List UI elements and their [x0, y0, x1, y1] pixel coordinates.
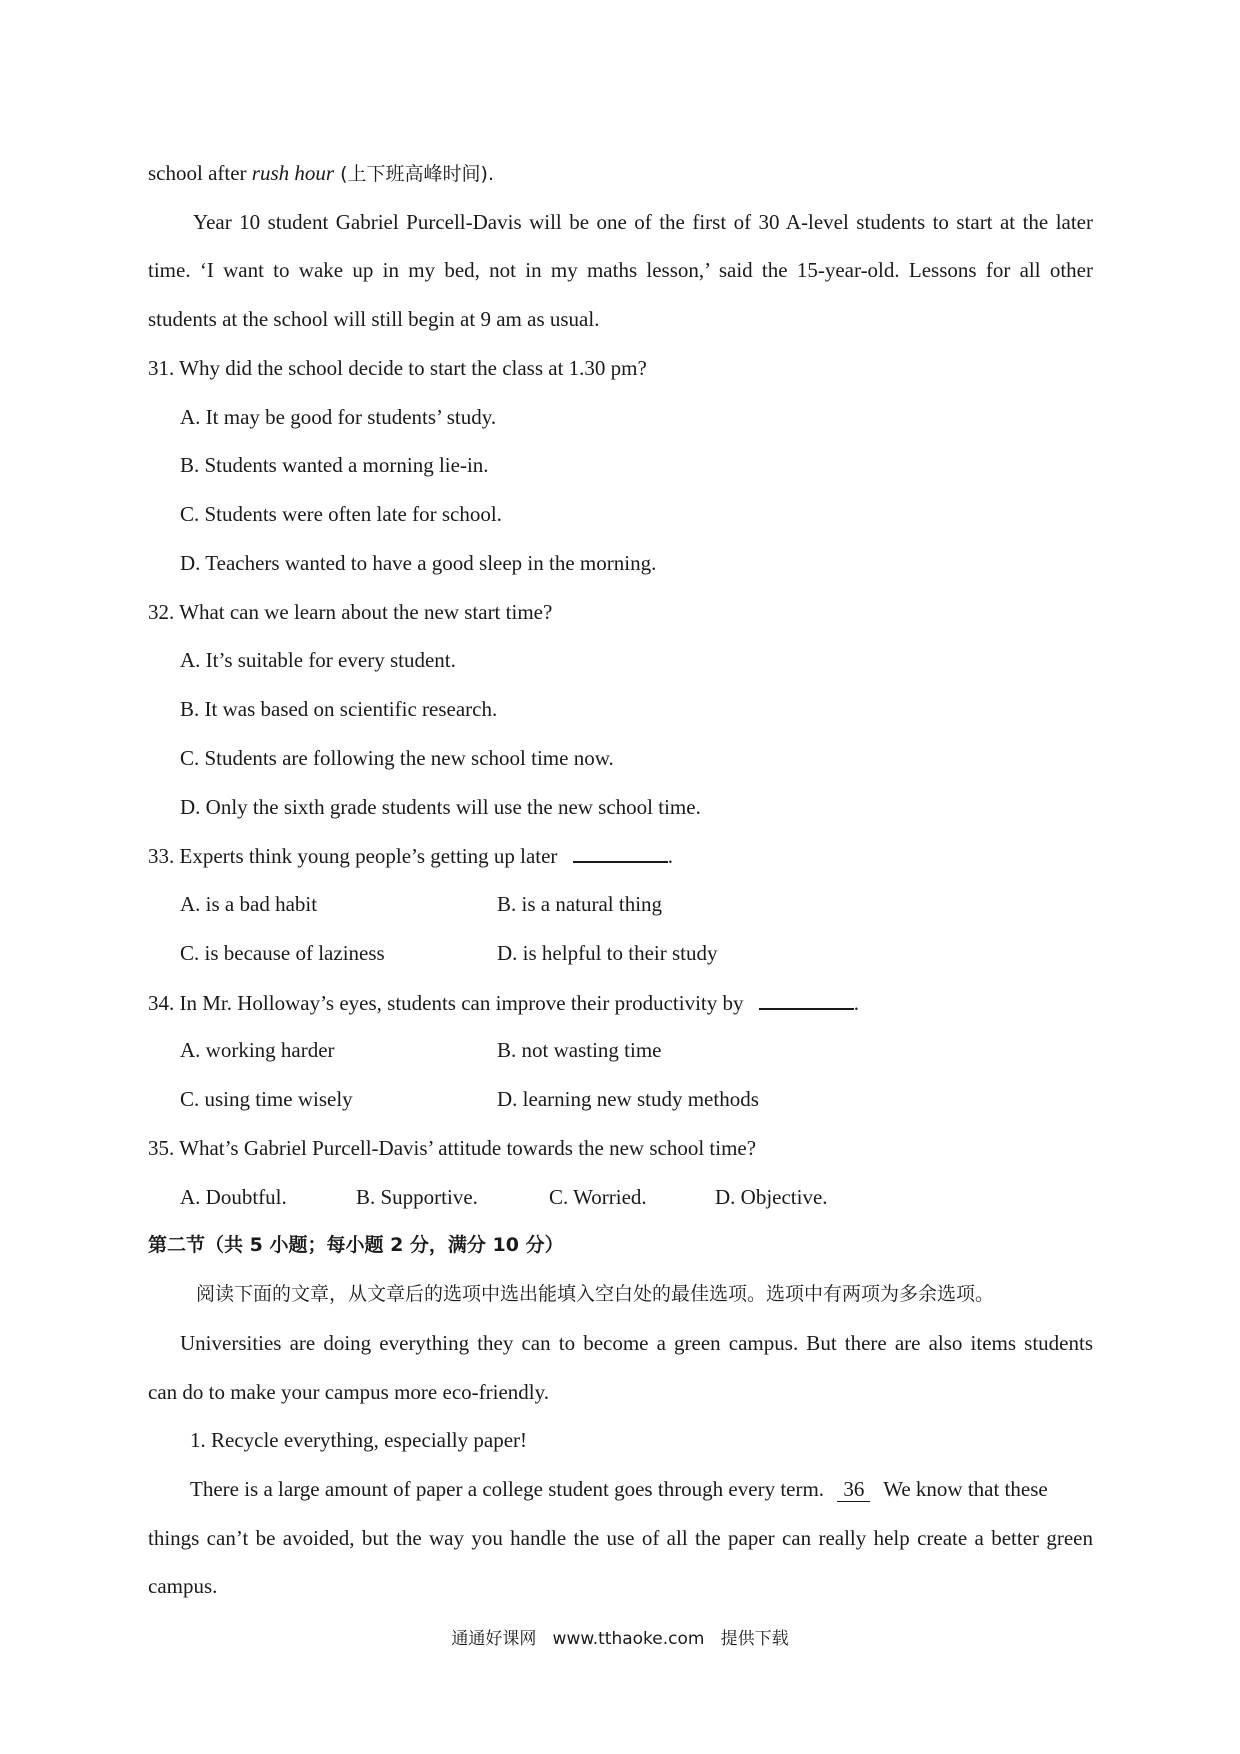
option-34-c: C. using time wisely	[180, 1087, 353, 1111]
option-31-a: A. It may be good for students’ study.	[180, 405, 497, 429]
paragraph-line: Year 10 student Gabriel Purcell-Davis will be one of the first of 30 A-level students to start at the later	[193, 210, 1093, 234]
option-31-b: B. Students wanted a morning lie-in.	[180, 453, 489, 477]
option-35-d: D. Objective.	[715, 1185, 828, 1209]
option-32-b: B. It was based on scientific research.	[180, 697, 498, 721]
option-32-c: C. Students are following the new school time now.	[180, 746, 614, 770]
passage-line-with-blank: There is a large amount of paper a college student goes through every term. 36 We know that these	[190, 1477, 1048, 1501]
option-33-b: B. is a natural thing	[497, 892, 663, 916]
paragraph-line: time. ‘I want to wake up in my bed, not in my maths lesson,’ said the 15-year-old. Lessons for all other	[148, 258, 1093, 282]
passage-line: can do to make your campus more eco-friendly.	[148, 1380, 549, 1404]
passage-line: campus.	[148, 1574, 218, 1598]
answer-blank	[759, 988, 854, 1010]
page-footer: 通通好课网 www.tthaoke.com 提供下载	[451, 1629, 789, 1649]
passage-line: things can’t be avoided, but the way you handle the use of all the paper can really help create a better green	[148, 1526, 1093, 1550]
term-rush-hour: rush hour	[251, 161, 335, 185]
option-33-a: A. is a bad habit	[180, 892, 318, 916]
section-heading: 第二节（共 5 小题；每小题 2 分，满分 10 分）	[148, 1234, 564, 1256]
option-31-c: C. Students were often late for school.	[180, 502, 502, 526]
question-35-stem: 35. What’s Gabriel Purcell-Davis’ attitude towards the new school time?	[148, 1136, 757, 1160]
answer-blank	[573, 841, 668, 863]
text-line-rush-hour: school after rush hour (上下班高峰时间).	[148, 161, 494, 185]
passage-line: Universities are doing everything they can to become a green campus. But there are also items students	[180, 1331, 1093, 1355]
option-33-d: D. is helpful to their study	[497, 941, 718, 965]
option-32-a: A. It’s suitable for every student.	[180, 648, 456, 672]
question-32-stem: 32. What can we learn about the new start time?	[148, 600, 553, 624]
option-35-b: B. Supportive.	[356, 1185, 478, 1209]
option-34-b: B. not wasting time	[497, 1038, 662, 1062]
paragraph-line: students at the school will still begin at 9 am as usual.	[148, 307, 600, 331]
question-34-stem: 34. In Mr. Holloway’s eyes, students can improve their productivity by .	[148, 988, 859, 1017]
option-35-a: A. Doubtful.	[180, 1185, 287, 1209]
section-instruction: 阅读下面的文章，从文章后的选项中选出能填入空白处的最佳选项。选项中有两项为多余选项。	[196, 1283, 995, 1305]
option-33-c: C. is because of laziness	[180, 941, 385, 965]
question-31-stem: 31. Why did the school decide to start the class at 1.30 pm?	[148, 356, 647, 380]
passage-subtitle: 1. Recycle everything, especially paper!	[190, 1428, 528, 1452]
option-34-d: D. learning new study methods	[497, 1087, 759, 1111]
blank-36: 36	[837, 1477, 870, 1502]
option-34-a: A. working harder	[180, 1038, 335, 1062]
question-33-stem: 33. Experts think young people’s getting up later .	[148, 841, 673, 870]
option-31-d: D. Teachers wanted to have a good sleep in the morning.	[180, 551, 657, 575]
option-35-c: C. Worried.	[549, 1185, 647, 1209]
option-32-d: D. Only the sixth grade students will use the new school time.	[180, 795, 701, 819]
